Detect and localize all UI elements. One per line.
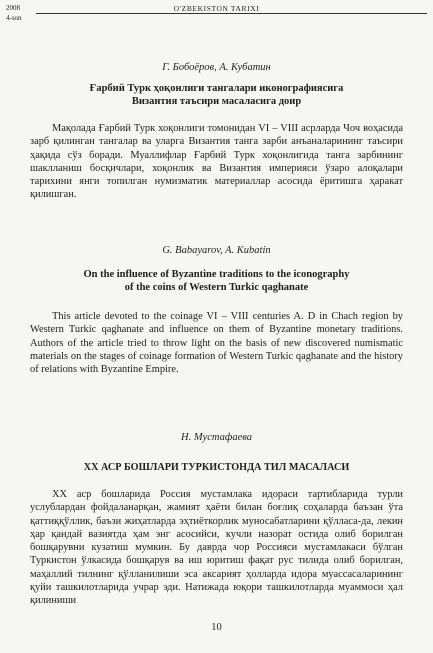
article3-author: Н. Мустафаева [181,432,252,443]
running-header [6,3,427,29]
article2-abstract [30,310,403,376]
header-year: 2008 [6,4,20,12]
header-journal-title: O'ZBEKISTON TARIXI [173,4,260,13]
header-issue: 4-son [6,14,22,22]
article1-title [30,82,403,108]
article1-abstract-text: Мақолада Ғарбий Турк хоқонлиги томонидан VI – VIII асрларда Чоч воҳасида зарб қилинган тангалар ва уларга Византия танга зарби анъаналарининг таъсири ҳақида сўз боради. Муаллифлар Ғарбий Турк хоқонлигида танга зарбининг шаклланиш босқичлари, хоқонлик ва Византия империяси ўзаро алоқалари тарихини янги топилган нумизматик материаллар асосида ёритишга ҳаракат қилишган. [30,123,403,201]
article1-title-line1: Ғарбий Турк ҳоқонлиги тангалари иконографиясига [89,83,344,94]
page-number: 10 [211,622,222,633]
article1-authors: Г. Бобоёров, А. Кубатин [162,62,271,73]
article1-title-line2: Византия таъсири масаласига доир [131,96,302,107]
header-rule [36,13,427,14]
article1-abstract [30,122,403,202]
article2-title-line2: of the coins of Western Turkic qaghanate [124,282,309,293]
article2-title [30,268,403,294]
article3-title: XX АСР БОШЛАРИ ТУРКИСТОНДА ТИЛ МАСАЛАСИ [83,462,350,473]
article2-abstract-text: This article devoted to the coinage VI – VIII centuries A. D in Chach region by Western Turkic qaghanate and influence on them of Byzantine monetary traditions. Authors of the article tried to throw light on the basis of new discovered numismatic materials on the stages of coinage formation of Western Turkic qaghanate and the history of relations with Byzantine Empire. [30,311,403,376]
article2-title-line1: On the influence of Byzantine traditions to the iconography [83,269,350,280]
article2-authors: G. Babayarov, A. Kubatin [162,245,271,256]
article3-body-text: XX аср бошларида Россия мустамлака идораси тартибларида турли услублардан фойдаланарқан, жамият ҳаёти билан боғлиқ соҳаларда баъзан ўта қаттиққўллик, баъзи жиҳатларда эҳтиёткорлик муносабатларини қўлласа-да, лекин ҳар қандай вазиятда ҳам энг асосийси, кучли назорат остида олиб борилган бошқарувни кузатиш мумкин. Бу даврда чор Россияси мустамлакаси бўлган Туркистон ўлкасида бошқарув ва иш юритиш фақат рус тилида олиб борилган, маҳаллий тилнинг қўлланилиши эса аксарият ҳолларда идора муассасаларининг қуйи ташкилотларида учрар эди. Натижада юқори ташкилотларда муаммоси ҳал қилиниши [30,489,403,607]
article3-body [30,488,403,608]
